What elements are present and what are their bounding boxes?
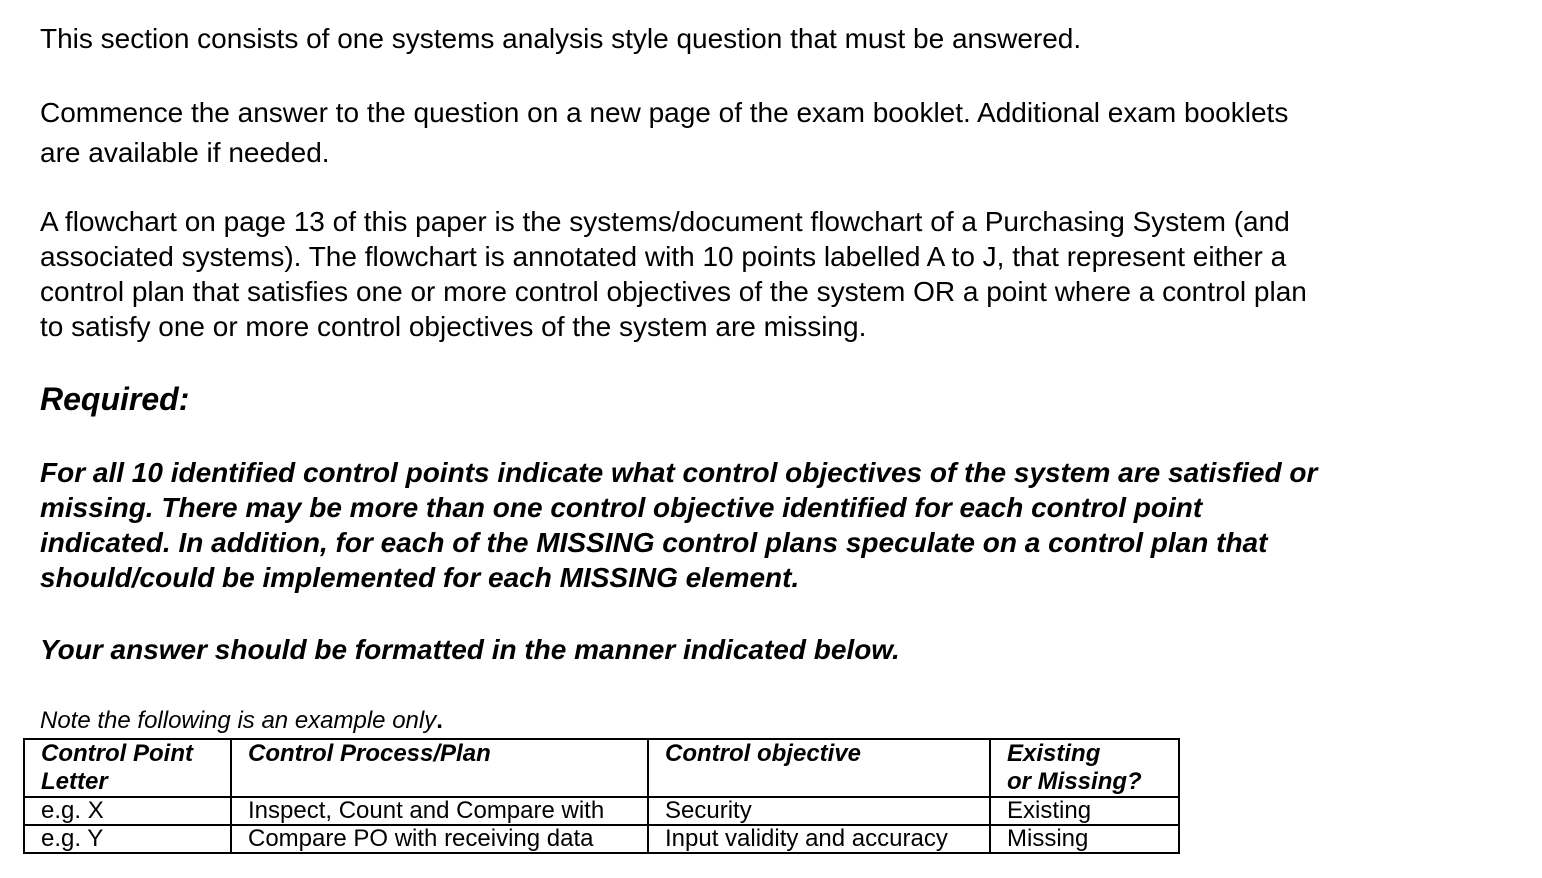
cell-objective: Input validity and accuracy	[648, 825, 990, 853]
header-control-process-plan: Control Process/Plan	[231, 739, 648, 797]
commence-paragraph	[40, 93, 1288, 173]
task-line-2: missing. There may be more than one control objective identified for each control point	[40, 492, 1203, 523]
cell-status: Existing	[990, 797, 1179, 825]
format-instruction: Your answer should be formatted in the manner indicated below.	[40, 634, 900, 665]
flowchart-line-3: control plan that satisfies one or more control objectives of the system OR a point where a control plan	[40, 276, 1307, 307]
flowchart-line-1: A flowchart on page 13 of this paper is the systems/document flowchart of a Purchasing System (and	[40, 206, 1290, 237]
required-heading: Required:	[40, 381, 190, 417]
task-instructions	[40, 455, 1480, 595]
header-col4-line-2: or Missing?	[1007, 768, 1142, 795]
header-control-objective: Control objective	[648, 739, 990, 797]
example-table	[23, 738, 1180, 854]
header-control-point-letter	[24, 739, 231, 797]
flowchart-line-4: to satisfy one or more control objectives of the system are missing.	[40, 311, 867, 342]
cell-status: Missing	[990, 825, 1179, 853]
task-line-4: should/could be implemented for each MISSING element.	[40, 562, 800, 593]
flowchart-paragraph	[40, 204, 1460, 344]
commence-line-2: are available if needed.	[40, 137, 330, 168]
example-note-text: Note the following is an example only	[40, 707, 437, 734]
cell-plan: Compare PO with receiving data	[231, 825, 648, 853]
cell-letter: e.g. Y	[24, 825, 231, 853]
table-row	[24, 825, 1179, 853]
example-note-period: .	[436, 707, 443, 734]
header-col4-line-1: Existing	[1007, 740, 1101, 767]
header-col1-line-2: Letter	[41, 768, 108, 795]
cell-plan: Inspect, Count and Compare with	[231, 797, 648, 825]
intro-paragraph: This section consists of one systems analysis style question that must be answered.	[40, 23, 1082, 54]
flowchart-line-2: associated systems). The flowchart is annotated with 10 points labelled A to J, that represent either a	[40, 241, 1287, 272]
table-row	[24, 797, 1179, 825]
example-note	[40, 707, 443, 735]
header-col1-line-1: Control Point	[41, 740, 193, 767]
cell-letter: e.g. X	[24, 797, 231, 825]
header-existing-or-missing	[990, 739, 1179, 797]
table-header-row	[24, 739, 1179, 797]
task-line-3: indicated. In addition, for each of the MISSING control plans speculate on a control plan that	[40, 527, 1268, 558]
task-line-1: For all 10 identified control points indicate what control objectives of the system are satisfied or	[40, 457, 1318, 488]
commence-line-1: Commence the answer to the question on a new page of the exam booklet. Additional exam booklets	[40, 97, 1289, 128]
cell-objective: Security	[648, 797, 990, 825]
